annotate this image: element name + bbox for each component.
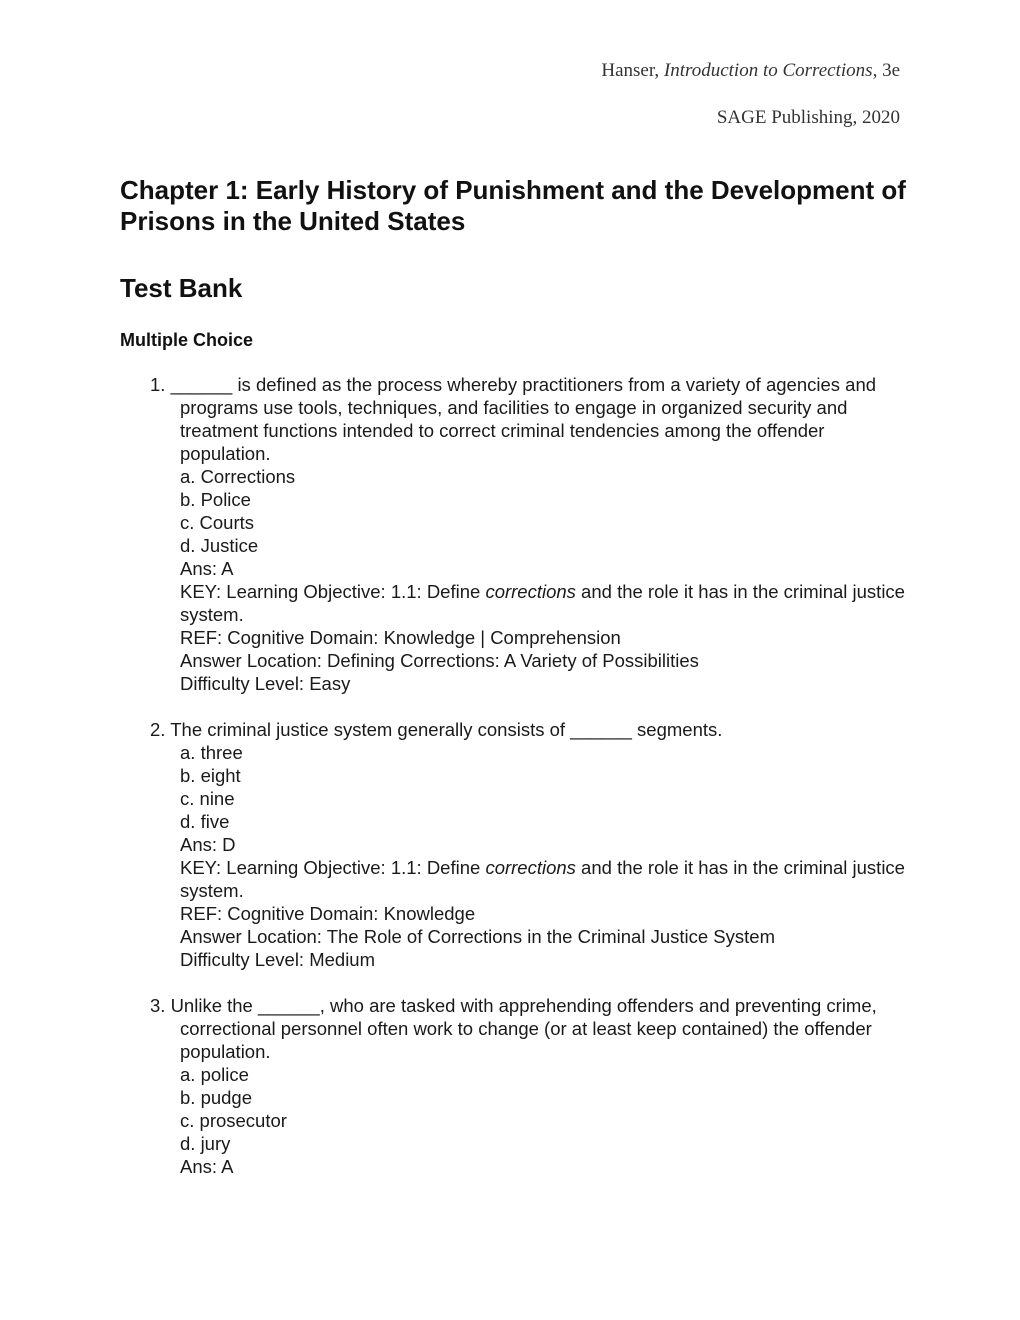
answer: Ans: A [180, 558, 234, 579]
key-term: corrections [485, 581, 576, 602]
key-term: corrections [485, 857, 576, 878]
edition: , 3e [872, 60, 900, 81]
question-stem: 3. Unlike the ______, who are tasked with apprehending offenders and preventing crime, correctional personnel often work to change (or at least keep contained) the offender population. [150, 995, 877, 1062]
question-body [150, 1063, 910, 1178]
option-a: a. police [180, 1064, 249, 1085]
option-c: c. prosecutor [180, 1110, 287, 1131]
option-d: d. Justice [180, 535, 259, 556]
ref-cognitive-domain: REF: Cognitive Domain: Knowledge [180, 903, 476, 924]
key-prefix: KEY: Learning Objective: 1.1: Define [180, 857, 486, 878]
answer-location: Answer Location: The Role of Corrections in the Criminal Justice System [180, 926, 775, 947]
option-c: c. Courts [180, 512, 255, 533]
answer: Ans: D [180, 834, 236, 855]
author-name: Hanser, [601, 60, 664, 81]
document-content [120, 175, 910, 1201]
option-b: b. pudge [180, 1087, 253, 1108]
question-stem: 1. ______ is defined as the process whereby practitioners from a variety of agencies and programs use tools, techniques, and facilities to engage in organized security and treatment functions intended to correct criminal tendencies among the offender population. [150, 374, 877, 464]
key-prefix: KEY: Learning Objective: 1.1: Define [180, 581, 486, 602]
book-title: Introduction to Corrections [663, 60, 873, 81]
option-b: b. Police [180, 489, 251, 510]
difficulty-level: Difficulty Level: Easy [180, 673, 351, 694]
option-a: a. three [180, 742, 243, 763]
publisher-line: SAGE Publishing, 2020 [716, 107, 900, 128]
ref-cognitive-domain: REF: Cognitive Domain: Knowledge | Comprehension [180, 627, 621, 648]
key-learning-objective [180, 580, 910, 626]
book-citation [601, 58, 900, 84]
option-a: a. Corrections [180, 466, 296, 487]
question-3 [150, 994, 910, 1178]
key-suffix: and the role it has in the criminal justice system. [180, 857, 905, 901]
running-header [601, 58, 900, 152]
test-bank-title: Test Bank [120, 273, 243, 303]
question-stem: 2. The criminal justice system generally consists of ______ segments. [150, 719, 723, 740]
key-suffix: and the role it has in the criminal justice system. [180, 581, 905, 625]
question-list [120, 373, 910, 1178]
option-d: d. jury [180, 1133, 231, 1154]
section-title: Multiple Choice [120, 330, 254, 350]
question-body [150, 465, 910, 695]
answer-location: Answer Location: Defining Corrections: A Variety of Possibilities [180, 650, 699, 671]
option-d: d. five [180, 811, 230, 832]
question-2 [150, 718, 910, 971]
question-body [150, 741, 910, 971]
difficulty-level: Difficulty Level: Medium [180, 949, 376, 970]
question-1 [150, 373, 910, 695]
chapter-title: Chapter 1: Early History of Punishment and the Development of Prisons in the United States [120, 175, 906, 236]
key-learning-objective [180, 856, 910, 902]
option-c: c. nine [180, 788, 235, 809]
option-b: b. eight [180, 765, 241, 786]
answer: Ans: A [180, 1156, 234, 1177]
